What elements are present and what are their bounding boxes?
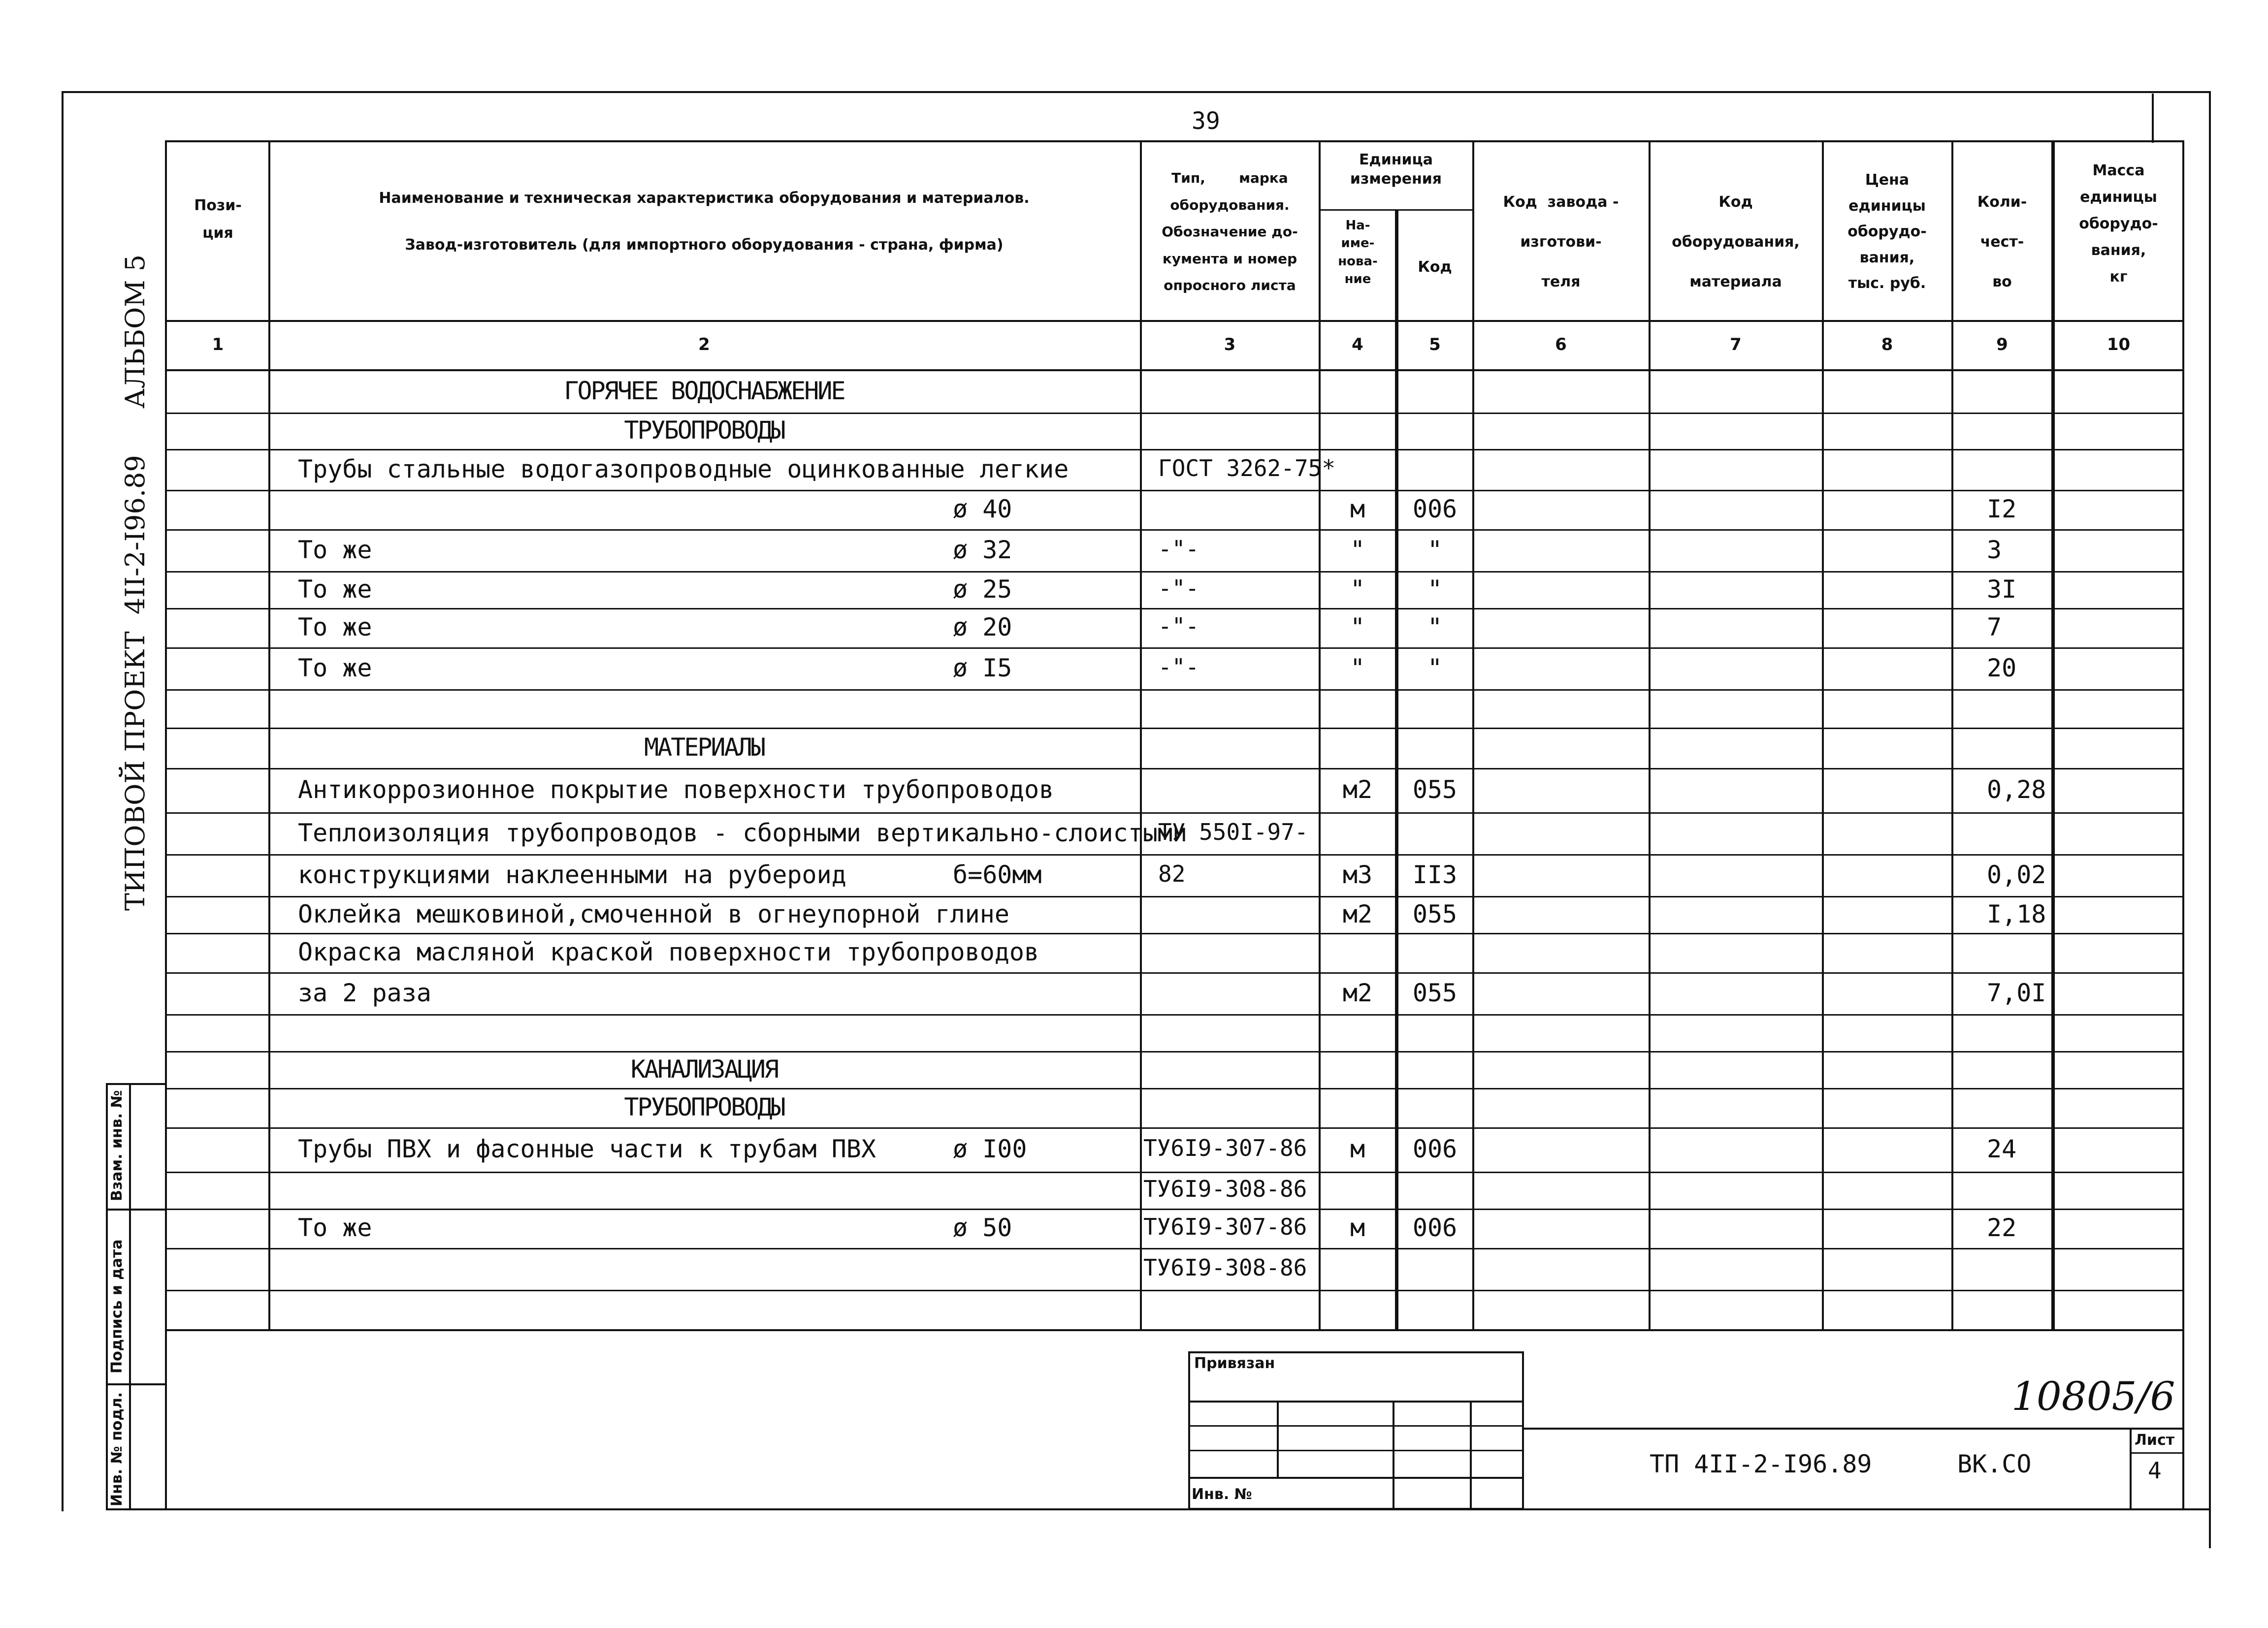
item-unit: м <box>1350 1213 1365 1242</box>
item-unit-code: II3 <box>1412 861 1458 889</box>
doc-mark: ВК.СО <box>1957 1450 2032 1478</box>
colnum-1: 1 <box>212 335 224 354</box>
item-unit-code: " <box>1427 613 1443 641</box>
row-divider <box>165 896 2182 897</box>
item-document: ТУ6I9-307-86 <box>1143 1213 1307 1240</box>
colnum-5: 5 <box>1429 335 1441 354</box>
colnum-2: 2 <box>698 335 710 354</box>
row-divider <box>165 1088 2182 1089</box>
hdr-position: Пози- ция <box>194 197 242 242</box>
colnum-3: 3 <box>1224 335 1236 354</box>
item-unit-code: 055 <box>1412 775 1458 804</box>
item-name: за 2 раза <box>298 979 431 1007</box>
hdr-factory-code: Код завода - изготови- теля <box>1503 193 1619 290</box>
item-name: То же <box>298 654 372 682</box>
row-divider <box>165 449 2182 450</box>
table-left-border <box>165 140 167 1509</box>
frame-top <box>62 91 2211 93</box>
side-stamp-div2 <box>106 1383 165 1385</box>
hdr-mass: Масса единицы оборудо- вания, кг <box>2079 162 2158 286</box>
frame-bottom <box>106 1508 2211 1510</box>
item-quantity: I2 <box>1987 495 2017 523</box>
colnum-7: 7 <box>1730 335 1742 354</box>
row-divider <box>165 1051 2182 1053</box>
inv-no-label: Инв. № <box>1192 1486 1252 1503</box>
item-name: Окраска масляной краской поверхности трубопроводов <box>298 938 1039 966</box>
item-diameter: ø 50 <box>953 1213 1012 1242</box>
row-divider <box>165 768 2182 769</box>
header-bottom <box>165 320 2184 322</box>
hdr-equip-code: Код оборудования, материала <box>1672 193 1800 290</box>
item-diameter: ø 40 <box>953 495 1012 523</box>
side-project-code: ТИПОВОЙ ПРОЕКТ 4II-2-I96.89 <box>120 455 151 911</box>
item-unit: " <box>1350 654 1365 682</box>
frame-right <box>2209 91 2211 1548</box>
item-unit: м2 <box>1342 979 1373 1007</box>
item-unit-code: " <box>1427 575 1443 604</box>
privyazan-vsep-3 <box>1470 1401 1472 1509</box>
row-divider <box>165 972 2182 974</box>
table-body-bottom <box>165 1329 2184 1331</box>
row-divider <box>165 1127 2182 1129</box>
item-quantity: 3I <box>1987 575 2017 604</box>
item-quantity: 7,0I <box>1987 979 2046 1007</box>
side-stamp-div1 <box>106 1209 165 1211</box>
item-name: То же <box>298 613 372 641</box>
item-document: ТУ 550I-97- <box>1158 819 1308 845</box>
hdr-type: Тип, марка оборудования. Обозначение до- кумента и номер опросного листа <box>1162 170 1298 294</box>
section-heading: КАНАЛИЗАЦИЯ <box>630 1055 778 1084</box>
row-divider <box>165 1172 2182 1173</box>
item-document: ТУ6I9-308-86 <box>1143 1254 1307 1281</box>
item-quantity: 24 <box>1987 1135 2017 1163</box>
item-quantity: 0,02 <box>1987 861 2046 889</box>
table-top-border <box>165 140 2184 142</box>
colnum-10: 10 <box>2106 335 2131 354</box>
hdr-price: Цена единицы оборудо- вания, тыс. руб. <box>1847 171 1927 292</box>
privyazan-label: Привязан <box>1194 1355 1275 1372</box>
colnum-8: 8 <box>1881 335 1893 354</box>
row-divider <box>165 647 2182 649</box>
section-heading: МАТЕРИАЛЫ <box>644 733 764 762</box>
item-quantity: 3 <box>1987 536 2002 564</box>
row-divider <box>165 1209 2182 1210</box>
item-quantity: 7 <box>1987 613 2002 641</box>
privyazan-line-4 <box>1188 1477 1524 1479</box>
hdr-quantity: Коли- чест- во <box>1977 193 2027 290</box>
section-heading: ГОРЯЧЕЕ ВОДОСНАБЖЕНИЕ <box>564 377 844 405</box>
row-divider <box>165 812 2182 814</box>
item-unit: м3 <box>1342 861 1373 889</box>
page-number: 39 <box>1192 107 1220 135</box>
hdr-unit-code: Код <box>1418 258 1452 276</box>
item-name: конструкциями наклеенными на рубероид <box>298 861 846 889</box>
sheet-box-div <box>2130 1452 2184 1454</box>
item-unit-code: " <box>1427 654 1443 682</box>
section-heading: ТРУБОПРОВОДЫ <box>624 1093 784 1121</box>
item-unit: м <box>1350 1135 1365 1163</box>
side-stamp-left <box>106 1083 108 1510</box>
item-unit-code: " <box>1427 536 1443 564</box>
item-name: Антикоррозионное покрытие поверхности трубопроводов <box>298 775 1054 804</box>
hdr-name-line2: Завод-изготовитель (для импортного оборудования - страна, фирма) <box>405 236 1004 254</box>
item-unit-code: 006 <box>1412 495 1458 523</box>
side-inv-podl: Инв. № подл. <box>108 1392 126 1506</box>
row-divider <box>165 933 2182 934</box>
side-vzam-inv: Взам. инв. № <box>108 1090 126 1201</box>
item-quantity: I,18 <box>1987 900 2046 928</box>
col-sep-9 <box>2051 140 2055 1329</box>
item-name: Трубы ПВХ и фасонные части к трубам ПВХ <box>298 1135 876 1163</box>
col-sep-6 <box>1649 140 1651 1329</box>
item-unit: " <box>1350 575 1365 604</box>
item-unit: м2 <box>1342 900 1373 928</box>
colnum-bottom <box>165 369 2184 371</box>
privyazan-vsep-1 <box>1277 1401 1279 1477</box>
col-sep-8 <box>1951 140 1953 1329</box>
item-unit: " <box>1350 613 1365 641</box>
colnum-9: 9 <box>1996 335 2008 354</box>
item-diameter: ø 32 <box>953 536 1012 564</box>
privyazan-vsep-2 <box>1393 1401 1394 1509</box>
item-document: -"- <box>1158 575 1199 602</box>
item-name: Трубы стальные водогазопроводные оцинкованные легкие <box>298 455 1069 483</box>
row-divider <box>165 490 2182 491</box>
table-right-border <box>2182 140 2184 1509</box>
sheet-label: Лист <box>2135 1432 2175 1449</box>
item-name: Теплоизоляция трубопроводов - сборными вертикально-слоистыми <box>298 819 1188 847</box>
item-unit: " <box>1350 536 1365 564</box>
col-sep-1 <box>268 140 270 1329</box>
sheet-number: 4 <box>2148 1457 2162 1484</box>
row-divider <box>165 1290 2182 1291</box>
hdr-name-line1: Наименование и техническая характеристика оборудования и материалов. <box>379 190 1030 207</box>
row-divider <box>165 854 2182 856</box>
item-unit: м <box>1350 495 1365 523</box>
row-divider <box>165 571 2182 573</box>
item-diameter: ø I5 <box>953 654 1012 682</box>
row-divider <box>165 529 2182 531</box>
section-heading: ТРУБОПРОВОДЫ <box>624 416 784 445</box>
row-divider <box>165 608 2182 609</box>
item-diameter: ø I00 <box>953 1135 1027 1163</box>
item-unit-code: 006 <box>1412 1135 1458 1163</box>
side-stamp-mid <box>129 1083 131 1510</box>
item-document: 82 <box>1158 861 1186 887</box>
item-document: ТУ6I9-308-86 <box>1143 1176 1307 1202</box>
frame-left <box>62 91 64 1511</box>
hdr-unit-name: На- име- нова- ние <box>1338 218 1378 287</box>
item-name: То же <box>298 575 372 604</box>
item-diameter: ø 20 <box>953 613 1012 641</box>
doc-code: ТП 4II-2-I96.89 <box>1650 1450 1872 1478</box>
item-quantity: 20 <box>1987 654 2017 682</box>
title-block-top <box>1524 1428 2184 1430</box>
col-sep-2 <box>1140 140 1142 1329</box>
colnum-6: 6 <box>1555 335 1567 354</box>
item-quantity: 0,28 <box>1987 775 2046 804</box>
row-divider <box>165 689 2182 691</box>
item-unit: м2 <box>1342 775 1373 804</box>
side-stamp-top <box>106 1083 165 1085</box>
item-unit-code: 006 <box>1412 1213 1458 1242</box>
item-document: ГОСТ 3262-75* <box>1158 455 1336 481</box>
frame-right-inner <box>2152 94 2154 143</box>
item-document: -"- <box>1158 654 1199 680</box>
privyazan-line-1 <box>1188 1401 1524 1403</box>
row-divider <box>165 728 2182 729</box>
row-divider <box>165 1014 2182 1016</box>
row-divider <box>165 1248 2182 1249</box>
handwritten-number: 10805/6 <box>2011 1373 2175 1419</box>
col-sep-3 <box>1319 140 1321 1329</box>
item-name: То же <box>298 1213 372 1242</box>
item-name: Оклейка мешковиной,смоченной в огнеупорной глине <box>298 900 1009 928</box>
sheet-box-left <box>2130 1428 2132 1509</box>
privyazan-line-3 <box>1188 1450 1524 1451</box>
col-sep-5 <box>1472 140 1474 1329</box>
item-diameter: б=60мм <box>953 861 1042 889</box>
row-divider <box>165 413 2182 414</box>
item-unit-code: 055 <box>1412 900 1458 928</box>
item-quantity: 22 <box>1987 1213 2017 1242</box>
hdr-unit-group: Единица измерения <box>1350 151 1442 188</box>
item-document: ТУ6I9-307-86 <box>1143 1135 1307 1161</box>
colnum-4: 4 <box>1352 335 1363 354</box>
item-unit-code: 055 <box>1412 979 1458 1007</box>
item-document: -"- <box>1158 613 1199 639</box>
item-document: -"- <box>1158 536 1199 562</box>
item-diameter: ø 25 <box>953 575 1012 604</box>
item-name: То же <box>298 536 372 564</box>
privyazan-line-2 <box>1188 1425 1524 1427</box>
side-album: АЛЬБОМ 5 <box>120 254 151 409</box>
col-sep-7 <box>1822 140 1824 1329</box>
side-podpis-data: Подпись и дата <box>108 1239 126 1373</box>
